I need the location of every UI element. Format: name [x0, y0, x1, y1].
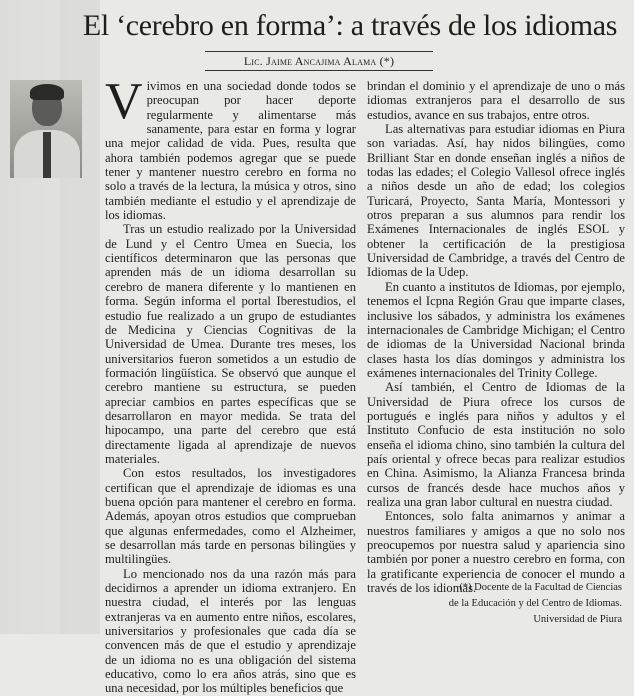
footnote-line: de la Educación y del Centro de Idiomas. — [448, 598, 622, 609]
author-byline: Lic. Jaime Ancajima Alama (*) — [205, 51, 433, 71]
article-title: El ‘cerebro en forma’: a través de los idiomas — [82, 9, 618, 42]
author-footnote — [322, 580, 622, 628]
paragraph: Con estos resultados, los investigadores certifican que el aprendizaje de idiomas es una buena opción para mantener el cerebro en forma. Además, apoyan otros estudios que comprueban que algunas enfermedades, como el Alzheimer, se desarrollan más tarde en personas bilingües y multilingües. — [105, 466, 356, 567]
footnote-line: Universidad de Piura — [533, 614, 622, 625]
author-photo — [10, 80, 82, 178]
article-column-2 — [367, 79, 625, 595]
paragraph: En cuanto a institutos de Idiomas, por ejemplo, tenemos el Icpna Región Grau que imparte clases, inclusive los sábados, y administra los exámenes internacionales de Cambridge Michigan; el Centro de idiomas de la Universidad Nacional brinda clases hasta los días domingos y administra los exámenes internacionales del Trinity College. — [367, 279, 625, 380]
paragraph — [105, 73, 356, 223]
article-column-1 — [105, 73, 356, 696]
paragraph: Lo mencionado nos da una razón más para decidirnos a aprender un idioma extranjero. En nuestra ciudad, el interés por las lenguas extranjeras va en aumento entre niños, escolares, universitarios y profesionales que cada día se convencen más de que el estudio y aprendizaje de un idioma no es una obligación del sistema educativo, como lo era años atrás, sino que es una necesidad, por los múltiples beneficios que — [105, 566, 356, 696]
drop-cap: V — [105, 73, 143, 130]
paragraph: brindan el dominio y el aprendizaje de uno o más idiomas extranjeros para el desarrollo de sus estudios, avance en sus trabajos, entre otros. — [367, 79, 625, 122]
paragraph-text: ivimos en una sociedad donde todos se preocupan por hacer deporte regularmente y alimentarse más sanamente, para estar en forma y lograr una mejor calidad de vida. Pues, resulta que ahora también podemos agregar que se puede tener y mantener nuestro cerebro en forma no solo a través de la lectura, la música y otros, sino también mediante el estudio y el aprendizaje de los idiomas. — [105, 79, 356, 223]
paragraph: Así también, el Centro de Idiomas de la Universidad de Piura ofrece los cursos de portugués e inglés para niños y adultos y el Instituto Confucio de esta institución no solo enseña el idioma chino, sino también la cultura del país oriental y ofrece becas para realizar estudios en China. Asimismo, la Alianza Francesa brinda cursos de francés desde hace muchos años y realiza una gran labor cultural en nuestra ciudad. — [367, 380, 625, 509]
footnote-line: (*) Docente de la Facultad de Ciencias — [459, 582, 622, 593]
paragraph: Entonces, solo falta animarnos y animar a nuestros familiares y amigos a que no solo nos preocupemos por nuestra salud y apariencia sino también por poner a nuestro cerebro en forma, con la gratificante experiencia de conocer el mundo a través de los idiomas. — [367, 509, 625, 596]
paragraph: Tras un estudio realizado por la Universidad de Lund y el Centro Umea en Suecia, los científicos determinaron que las personas que aprenden más de un idioma desarrollan su cerebro de manera diferente y lo mantienen en forma. Según informa el portal Iberestudios, el estudio fue realizado a un grupo de estudiantes de Medicina y Ciencias Cognitivas de la Universidad de Umea. Durante tres meses, los universitarios fueron sometidos a un estudio de formación lingüística. Se observó que aunque el cerebro mantiene su estructura, se pueden apreciar cambios en partes específicas que se desarrollaron en mayor medida. Se trata del hipocampo, una parte del cerebro que está directamente ligada al aprendizaje de nuevos materiales. — [105, 222, 356, 466]
paragraph: Las alternativas para estudiar idiomas en Piura son variadas. Así, hay nidos bilingües, como Brilliant Star en donde enseñan inglés a niños de todas las edades; el Colegio Vallesol ofrece inglés a niños desde un año de edad; los colegios Turicará, Proyecto, Santa María, Montessori y otros preparan a sus alumnos para rendir los Exámenes Internacionales de inglés ESOL y obtener la certificación de la prestigiosa Universidad de Cambridge, a través del Centro de Idiomas de la Udep. — [367, 122, 625, 280]
